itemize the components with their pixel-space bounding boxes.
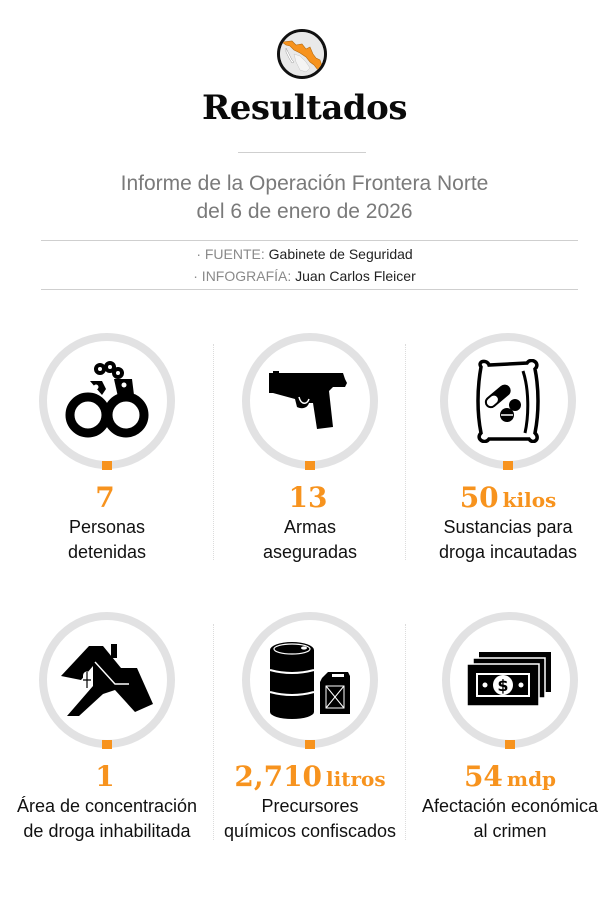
- stat-label-line-2: detenidas: [67, 542, 147, 562]
- icon-ring: [242, 612, 378, 748]
- stat-value: [7, 483, 207, 515]
- title-divider: [238, 152, 366, 153]
- stat-value: [410, 762, 609, 794]
- unit: kilos: [502, 488, 557, 512]
- handcuffs-icon: [62, 361, 152, 441]
- accent-marker: [505, 740, 515, 749]
- value: 7: [95, 481, 115, 514]
- unit: litros: [326, 767, 386, 791]
- stat-value: [210, 762, 410, 794]
- icon-ring: [242, 333, 378, 469]
- unit: mdp: [506, 767, 557, 791]
- subtitle-line-2: del 6 de enero de 2026: [196, 200, 413, 223]
- stat-detenidos: [7, 333, 207, 565]
- stat-label-line-1: Precursores: [261, 796, 359, 816]
- stat-sustancias: [408, 333, 608, 565]
- stat-armas: [210, 333, 410, 565]
- stat-label-line-2: químicos confiscados: [223, 821, 397, 841]
- stat-label-line-1: Afectación económica: [421, 796, 599, 816]
- value: 1: [95, 760, 115, 793]
- subtitle: [0, 170, 609, 226]
- stat-label-line-1: Sustancias para: [443, 517, 573, 537]
- icon-ring: [39, 612, 175, 748]
- stat-afectacion-economica: [410, 612, 609, 844]
- stat-value: [210, 483, 410, 515]
- pistol-icon: [267, 369, 353, 433]
- value: 54: [463, 760, 503, 793]
- icon-ring: [39, 333, 175, 469]
- credits-bottom-rule: [41, 289, 578, 290]
- stat-label-line-2: al crimen: [473, 821, 547, 841]
- stat-area-inhabilitada: [7, 612, 207, 844]
- icon-ring: [442, 612, 578, 748]
- page-title: Resultados: [202, 88, 407, 128]
- icon-ring: [440, 333, 576, 469]
- credit-infographic-value: Juan Carlos Fleicer: [295, 268, 416, 284]
- stat-label-line-1: Personas: [68, 517, 146, 537]
- stat-value: [7, 762, 207, 794]
- stat-label-line-1: Área de concentración: [16, 796, 198, 816]
- subtitle-line-1: Informe de la Operación Frontera Norte: [120, 172, 489, 195]
- oil-barrel-icon: [268, 640, 352, 720]
- accent-marker: [305, 461, 315, 470]
- stat-precursores: [210, 612, 410, 844]
- accent-marker: [102, 461, 112, 470]
- credit-infographic: [0, 265, 609, 287]
- stat-label-line-2: aseguradas: [262, 542, 358, 562]
- credit-infographic-label: · INFOGRAFÍA:: [193, 268, 292, 284]
- accent-marker: [305, 740, 315, 749]
- stat-value: [408, 483, 608, 515]
- credit-source-value: Gabinete de Seguridad: [268, 246, 413, 262]
- value: 50: [459, 481, 499, 514]
- stat-label-line-2: droga incautadas: [438, 542, 578, 562]
- credits: [0, 243, 609, 287]
- credit-source: [0, 243, 609, 265]
- money-icon: [467, 652, 553, 708]
- accent-marker: [503, 461, 513, 470]
- value: 2,710: [234, 760, 323, 793]
- value: 13: [288, 481, 328, 514]
- svg-text:$: $: [497, 676, 509, 695]
- stat-label-line-2: de droga inhabilitada: [23, 821, 191, 841]
- house-icon: [59, 640, 155, 720]
- accent-marker: [102, 740, 112, 749]
- stat-label-line-1: Armas: [283, 517, 336, 537]
- credits-top-rule: [41, 240, 578, 241]
- credit-source-label: · FUENTE:: [196, 246, 265, 262]
- drug-sack-icon: [473, 359, 543, 443]
- mexico-map-icon: [277, 29, 327, 79]
